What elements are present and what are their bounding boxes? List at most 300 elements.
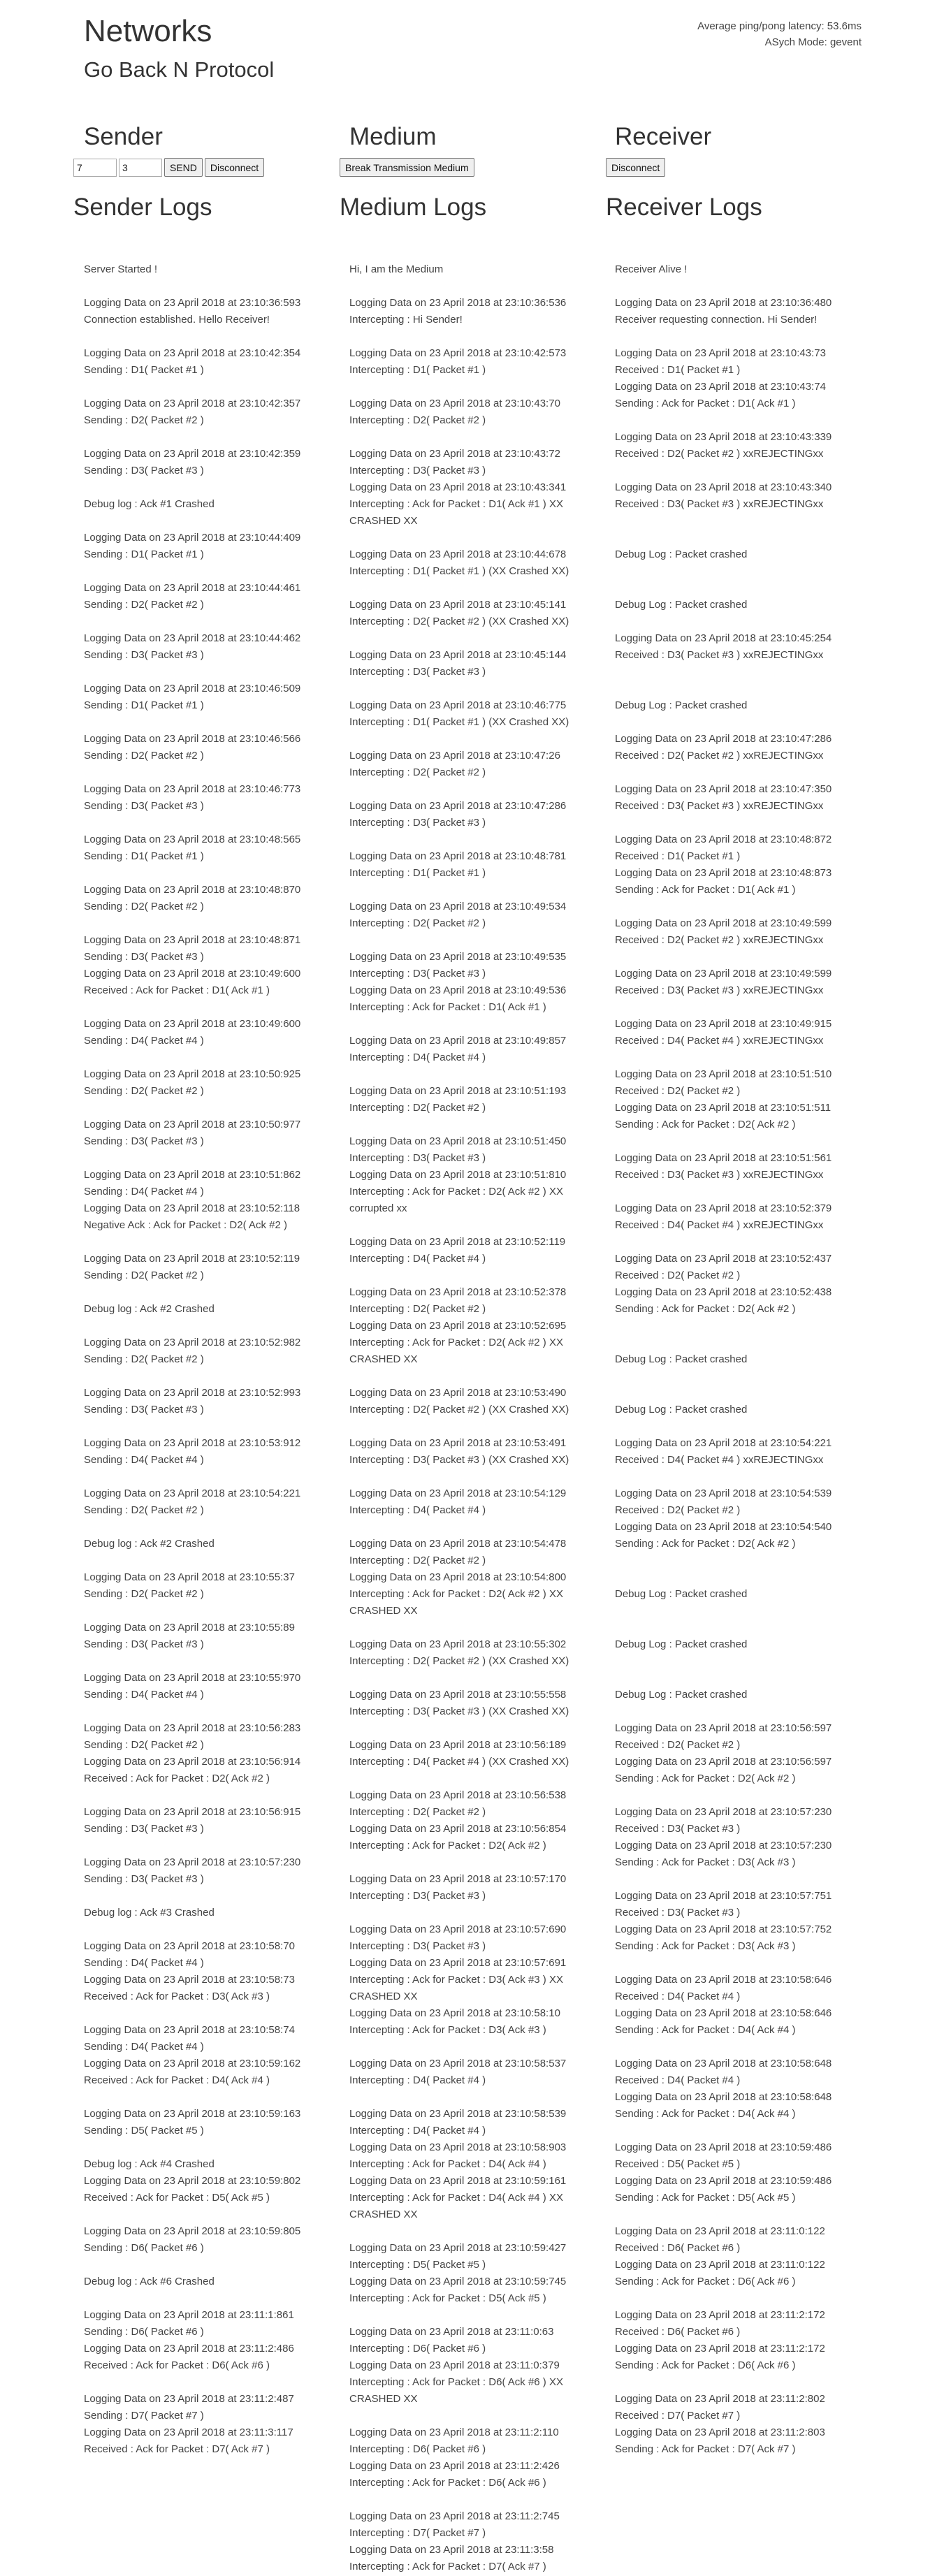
receiver-heading: Receiver: [615, 123, 712, 150]
receiver-log-entry: [615, 630, 852, 664]
log-line: Received : D3( Packet #3 ) xxREJECTINGxx: [615, 498, 824, 510]
log-line: Logging Data on 23 April 2018 at 23:10:52:378: [349, 1286, 567, 1298]
log-line: Logging Data on 23 April 2018 at 23:10:57:170: [349, 1873, 567, 1885]
log-line: Sending : D4( Packet #4 ): [84, 1957, 204, 1969]
medium-log-entry: [349, 798, 587, 831]
log-line: Received : Ack for Packet : D3( Ack #3 ): [84, 1991, 270, 2002]
sender-log-entry: [84, 446, 321, 479]
log-line: Intercepting : D2( Packet #2 ) (XX Crashed XX): [349, 616, 569, 627]
sender-log-entry: [84, 345, 321, 379]
log-line: Sending : D3( Packet #3 ): [84, 1135, 204, 1147]
log-line: Logging Data on 23 April 2018 at 23:10:51:810: [349, 1169, 567, 1181]
log-line: Logging Data on 23 April 2018 at 23:10:49:857: [349, 1035, 567, 1047]
log-line: Intercepting : D3( Packet #3 ): [349, 1890, 486, 1902]
log-line: Logging Data on 23 April 2018 at 23:10:44:461: [84, 582, 301, 594]
sender-log-entry: [84, 1016, 321, 1049]
log-line: Debug Log : Packet crashed: [615, 1353, 748, 1365]
log-line: Logging Data on 23 April 2018 at 23:10:58:73: [84, 1974, 295, 1986]
log-line: Connection established. Hello Receiver!: [84, 314, 270, 326]
log-line: Received : D5( Packet #5 ): [615, 2158, 741, 2170]
log-line: Received : D4( Packet #4 ) xxREJECTINGxx: [615, 1035, 824, 1047]
log-line: Logging Data on 23 April 2018 at 23:10:58:10: [349, 2007, 560, 2019]
log-line: Logging Data on 23 April 2018 at 23:10:47:26: [349, 750, 560, 762]
log-line: Intercepting : D6( Packet #6 ): [349, 2443, 486, 2455]
log-line: Logging Data on 23 April 2018 at 23:10:43:341: [349, 481, 567, 493]
log-line: Received : D2( Packet #2 ): [615, 1504, 741, 1516]
log-line: Sending : Ack for Packet : D1( Ack #1 ): [615, 398, 796, 409]
medium-logs-title: Medium Logs: [340, 194, 487, 221]
medium-log-entry: [349, 1284, 587, 1368]
log-line: Logging Data on 23 April 2018 at 23:10:52:993: [84, 1387, 301, 1399]
log-line: Sending : D2( Packet #2 ): [84, 1739, 204, 1751]
receiver-log-entry: [615, 2055, 852, 2123]
sender-log-entry: [84, 1720, 321, 1787]
medium-log-entry: [349, 2424, 587, 2491]
log-line: Logging Data on 23 April 2018 at 23:10:53:912: [84, 1437, 301, 1449]
log-line: Sending : D3( Packet #3 ): [84, 1638, 204, 1650]
log-line: Logging Data on 23 April 2018 at 23:10:55:970: [84, 1672, 301, 1684]
log-line: Intercepting : D3( Packet #3 ): [349, 1152, 486, 1164]
log-line: Sending : Ack for Packet : D2( Ack #2 ): [615, 1119, 796, 1130]
log-line: Logging Data on 23 April 2018 at 23:10:52:695: [349, 1320, 567, 1332]
log-line: Logging Data on 23 April 2018 at 23:10:46:773: [84, 783, 301, 795]
log-line: Logging Data on 23 April 2018 at 23:10:49:599: [615, 917, 832, 929]
log-line: Logging Data on 23 April 2018 at 23:10:54:221: [84, 1487, 301, 1499]
log-line: Debug Log : Packet crashed: [615, 548, 748, 560]
log-line: Received : D2( Packet #2 ): [615, 1085, 741, 1097]
medium-log-entry: [349, 395, 587, 429]
log-line: Sending : D2( Packet #2 ): [84, 1353, 204, 1365]
medium-log-entry: [349, 1921, 587, 2039]
log-line: Logging Data on 23 April 2018 at 23:10:57:690: [349, 1923, 567, 1935]
log-line: Sending : Ack for Packet : D4( Ack #4 ): [615, 2108, 796, 2120]
log-line: Debug Log : Packet crashed: [615, 699, 748, 711]
receiver-log-entry: [615, 1888, 852, 1955]
log-line: Sending : D2( Packet #2 ): [84, 414, 204, 426]
log-line: Logging Data on 23 April 2018 at 23:10:57:230: [615, 1806, 832, 1818]
log-line: Received : D2( Packet #2 ): [615, 1269, 741, 1281]
sender-log-entry: [84, 295, 321, 328]
log-line: Intercepting : D1( Packet #1 ) (XX Crashed XX): [349, 716, 569, 728]
medium-log-entry: [349, 898, 587, 932]
log-line: Sending : D3( Packet #3 ): [84, 951, 204, 963]
log-line: Logging Data on 23 April 2018 at 23:10:44:678: [349, 548, 567, 560]
medium-log-entry: [349, 748, 587, 781]
log-line: Sending : D4( Packet #4 ): [84, 1454, 204, 1466]
log-line: Intercepting : D3( Packet #3 ): [349, 968, 486, 980]
receiver-log-entry: [615, 2223, 852, 2290]
log-line: Intercepting : D1( Packet #1 ): [349, 867, 486, 879]
medium-log-entry: [349, 1871, 587, 1905]
log-line: Intercepting : D6( Packet #6 ): [349, 2343, 486, 2355]
sender-disconnect-button[interactable]: Disconnect: [205, 158, 264, 177]
log-line: Logging Data on 23 April 2018 at 23:10:57:230: [84, 1856, 301, 1868]
sender-log-entry: [84, 1854, 321, 1888]
log-line: Received : D1( Packet #1 ): [615, 850, 741, 862]
log-line: Received : D1( Packet #1 ): [615, 364, 741, 376]
log-line: Received : D4( Packet #4 ): [615, 2074, 741, 2086]
log-line: Intercepting : Ack for Packet : D2( Ack #2 ): [349, 1840, 546, 1851]
log-line: Debug log : Ack #2 Crashed: [84, 1303, 215, 1315]
medium-log-entry: [349, 1536, 587, 1620]
log-line: Logging Data on 23 April 2018 at 23:10:54:800: [349, 1571, 567, 1583]
log-line: Logging Data on 23 April 2018 at 23:10:58:648: [615, 2058, 832, 2069]
log-line: Logging Data on 23 April 2018 at 23:10:48:781: [349, 850, 567, 862]
medium-log-entry: [349, 2055, 587, 2089]
log-line: Logging Data on 23 April 2018 at 23:10:51:561: [615, 1152, 832, 1164]
log-line: Sending : D4( Packet #4 ): [84, 1035, 204, 1047]
sender-log-entry: [84, 1938, 321, 2005]
log-line: Logging Data on 23 April 2018 at 23:10:49:536: [349, 984, 567, 996]
log-line: Sending : D3( Packet #3 ): [84, 1404, 204, 1416]
sender-log-entry: [84, 496, 321, 513]
log-line: Sending : Ack for Packet : D1( Ack #1 ): [615, 884, 796, 896]
log-line: Logging Data on 23 April 2018 at 23:10:36:480: [615, 297, 832, 309]
receiver-log-entry: [615, 1351, 852, 1368]
sender-log-entry: [84, 580, 321, 613]
log-line: Received : D6( Packet #6 ): [615, 2326, 741, 2338]
medium-log-entry: [349, 1033, 587, 1066]
log-line: Intercepting : Ack for Packet : D1( Ack #1 ): [349, 1001, 546, 1013]
log-line: Sending : D2( Packet #2 ): [84, 901, 204, 912]
log-line: Logging Data on 23 April 2018 at 23:10:49:534: [349, 901, 567, 912]
log-line: Intercepting : Ack for Packet : D2( Ack #2 ) XX corrupted xx: [349, 1186, 563, 1214]
log-line: Logging Data on 23 April 2018 at 23:11:0:63: [349, 2326, 554, 2338]
sender-log-entry: [84, 530, 321, 563]
send-button[interactable]: SEND: [164, 158, 203, 177]
log-line: Logging Data on 23 April 2018 at 23:10:51:510: [615, 1068, 832, 1080]
log-line: Logging Data on 23 April 2018 at 23:11:0:379: [349, 2359, 560, 2371]
log-line: Logging Data on 23 April 2018 at 23:10:57:691: [349, 1957, 567, 1969]
log-line: Logging Data on 23 April 2018 at 23:11:0:122: [615, 2259, 825, 2271]
receiver-log-entry: [615, 261, 852, 278]
log-line: Intercepting : D4( Packet #4 ): [349, 2074, 486, 2086]
medium-log-entry: [349, 1083, 587, 1116]
log-line: Logging Data on 23 April 2018 at 23:10:59:161: [349, 2175, 567, 2187]
log-line: Intercepting : Ack for Packet : D6( Ack #6 ): [349, 2477, 546, 2489]
log-line: Logging Data on 23 April 2018 at 23:10:55:302: [349, 1638, 567, 1650]
log-line: Intercepting : Ack for Packet : D4( Ack #4 ) XX CRASHED XX: [349, 2192, 563, 2220]
medium-log-entry: [349, 2240, 587, 2307]
log-line: Logging Data on 23 April 2018 at 23:10:59:486: [615, 2175, 832, 2187]
receiver-log-entry: [615, 1402, 852, 1418]
log-line: Intercepting : Ack for Packet : D1( Ack #1 ) XX CRASHED XX: [349, 498, 563, 527]
sender-heading: Sender: [84, 123, 163, 150]
medium-log-entry: [349, 546, 587, 580]
receiver-disconnect-button[interactable]: Disconnect: [606, 158, 665, 177]
break-transmission-button[interactable]: Break Transmission Medium: [340, 158, 474, 177]
receiver-log-entry: [615, 2139, 852, 2206]
log-line: Logging Data on 23 April 2018 at 23:10:59:162: [84, 2058, 301, 2069]
receiver-log-entry: [615, 546, 852, 563]
log-line: Debug Log : Packet crashed: [615, 1689, 748, 1701]
log-line: Logging Data on 23 April 2018 at 23:10:54:129: [349, 1487, 567, 1499]
receiver-log-entry: [615, 1435, 852, 1469]
log-line: Logging Data on 23 April 2018 at 23:10:58:648: [615, 2091, 832, 2103]
log-line: Sending : D2( Packet #2 ): [84, 599, 204, 611]
medium-log-entry: [349, 1234, 587, 1267]
log-line: Intercepting : D5( Packet #5 ): [349, 2259, 486, 2271]
log-line: Logging Data on 23 April 2018 at 23:10:52:379: [615, 1202, 832, 1214]
sender-log-entry: [84, 2273, 321, 2290]
log-line: Logging Data on 23 April 2018 at 23:10:49:599: [615, 968, 832, 980]
log-line: Logging Data on 23 April 2018 at 23:10:43:339: [615, 431, 832, 443]
log-line: Logging Data on 23 April 2018 at 23:10:59:745: [349, 2276, 567, 2287]
log-line: Sending : D7( Packet #7 ): [84, 2410, 204, 2422]
log-line: Logging Data on 23 April 2018 at 23:10:45:254: [615, 632, 832, 644]
sender-log-entry: [84, 395, 321, 429]
receiver-log-entry: [615, 1066, 852, 1133]
log-line: Intercepting : Ack for Packet : D3( Ack #3 ) XX CRASHED XX: [349, 1974, 563, 2002]
async-mode-readout: ASych Mode: gevent: [764, 36, 862, 48]
sender-log-entry: [84, 681, 321, 714]
log-line: Intercepting : D3( Packet #3 ): [349, 465, 486, 476]
medium-log-entry: [349, 1435, 587, 1469]
log-line: Intercepting : D4( Packet #4 ): [349, 1253, 486, 1265]
log-line: Sending : D1( Packet #1 ): [84, 548, 204, 560]
app-subtitle: Go Back N Protocol: [84, 57, 275, 82]
log-line: Logging Data on 23 April 2018 at 23:10:57:751: [615, 1890, 832, 1902]
log-line: Received : Ack for Packet : D5( Ack #5 ): [84, 2192, 270, 2204]
log-line: Intercepting : D2( Packet #2 ): [349, 766, 486, 778]
medium-log-entry: [349, 949, 587, 1016]
log-line: Logging Data on 23 April 2018 at 23:10:51:511: [615, 1102, 832, 1114]
log-line: Received : D3( Packet #3 ) xxREJECTINGxx: [615, 649, 824, 661]
log-line: Logging Data on 23 April 2018 at 23:10:59:163: [84, 2108, 301, 2120]
receiver-log-entry: [615, 1687, 852, 1703]
receiver-log-entry: [615, 1804, 852, 1871]
receiver-log-entry: [615, 781, 852, 815]
log-line: Debug Log : Packet crashed: [615, 599, 748, 611]
medium-log-entry: [349, 1687, 587, 1720]
medium-log-entry: [349, 1133, 587, 1217]
receiver-log-entry: [615, 1150, 852, 1184]
log-line: Receiver requesting connection. Hi Sender!: [615, 314, 818, 326]
log-line: Intercepting : Ack for Packet : D6( Ack #6 ) XX CRASHED XX: [349, 2376, 563, 2405]
log-line: Intercepting : D1( Packet #1 ): [349, 364, 486, 376]
log-line: Intercepting : D3( Packet #3 ) (XX Crashed XX): [349, 1454, 569, 1466]
log-line: Logging Data on 23 April 2018 at 23:10:55:37: [84, 1571, 295, 1583]
sender-log-entry: [84, 1385, 321, 1418]
log-line: Intercepting : D2( Packet #2 ): [349, 1102, 486, 1114]
sender-log-entry: [84, 2307, 321, 2374]
log-line: Logging Data on 23 April 2018 at 23:10:48:565: [84, 834, 301, 845]
log-line: Logging Data on 23 April 2018 at 23:10:47:350: [615, 783, 832, 795]
log-line: Received : D3( Packet #3 ) xxREJECTINGxx: [615, 984, 824, 996]
medium-log-entry: [349, 446, 587, 530]
log-line: Logging Data on 23 April 2018 at 23:10:59:805: [84, 2225, 301, 2237]
log-line: Sending : Ack for Packet : D6( Ack #6 ): [615, 2276, 796, 2287]
receiver-log-entry: [615, 1720, 852, 1787]
log-line: Logging Data on 23 April 2018 at 23:10:43:74: [615, 381, 826, 393]
log-line: Logging Data on 23 April 2018 at 23:10:43:73: [615, 347, 826, 359]
log-line: Hi, I am the Medium: [349, 263, 444, 275]
sender-log-entry: [84, 1569, 321, 1603]
log-line: Sending : D3( Packet #3 ): [84, 1873, 204, 1885]
log-line: Server Started !: [84, 263, 158, 275]
log-line: Sending : D3( Packet #3 ): [84, 649, 204, 661]
log-line: Logging Data on 23 April 2018 at 23:10:58:903: [349, 2141, 567, 2153]
log-line: Logging Data on 23 April 2018 at 23:10:56:597: [615, 1722, 832, 1734]
log-line: Debug Log : Packet crashed: [615, 1638, 748, 1650]
log-line: Sending : Ack for Packet : D2( Ack #2 ): [615, 1303, 796, 1315]
receiver-log-entry: [615, 429, 852, 463]
log-line: Sending : D1( Packet #1 ): [84, 364, 204, 376]
sender-log-entry: [84, 2022, 321, 2089]
log-line: Logging Data on 23 April 2018 at 23:10:54:478: [349, 1538, 567, 1550]
log-line: Sending : D2( Packet #2 ): [84, 1504, 204, 1516]
medium-log-entry: [349, 597, 587, 630]
log-line: Logging Data on 23 April 2018 at 23:10:58:646: [615, 1974, 832, 1986]
log-line: Intercepting : D7( Packet #7 ): [349, 2527, 486, 2539]
sender-log-entry: [84, 2106, 321, 2139]
log-line: Debug Log : Packet crashed: [615, 1588, 748, 1600]
log-line: Logging Data on 23 April 2018 at 23:10:59:802: [84, 2175, 301, 2187]
sender-log-entry: [84, 1485, 321, 1519]
log-line: Received : D2( Packet #2 ): [615, 1739, 741, 1751]
sender-log-entry: [84, 1167, 321, 1234]
log-line: Intercepting : D2( Packet #2 ): [349, 1806, 486, 1818]
log-line: Logging Data on 23 April 2018 at 23:10:52:982: [84, 1337, 301, 1348]
log-line: Debug log : Ack #2 Crashed: [84, 1538, 215, 1550]
log-line: Logging Data on 23 April 2018 at 23:11:1:861: [84, 2309, 294, 2321]
medium-log-entry: [349, 1787, 587, 1854]
log-line: Logging Data on 23 April 2018 at 23:11:2:745: [349, 2510, 560, 2522]
log-line: Sending : Ack for Packet : D6( Ack #6 ): [615, 2359, 796, 2371]
log-line: Intercepting : D2( Packet #2 ): [349, 1303, 486, 1315]
receiver-log-entry: [615, 597, 852, 613]
medium-heading: Medium: [349, 123, 437, 150]
log-line: Logging Data on 23 April 2018 at 23:10:45:141: [349, 599, 567, 611]
receiver-log-entry: [615, 1636, 852, 1653]
log-line: Sending : D4( Packet #4 ): [84, 1186, 204, 1198]
log-line: Received : Ack for Packet : D7( Ack #7 ): [84, 2443, 270, 2455]
packet-count-input[interactable]: [119, 159, 162, 177]
sender-log-entry: [84, 1435, 321, 1469]
log-line: Sending : D3( Packet #3 ): [84, 1823, 204, 1835]
sender-log-entry: [84, 1804, 321, 1838]
log-line: Intercepting : D3( Packet #3 ): [349, 666, 486, 678]
log-line: Logging Data on 23 April 2018 at 23:10:51:862: [84, 1169, 301, 1181]
log-line: Sending : D1( Packet #1 ): [84, 699, 204, 711]
log-line: Received : Ack for Packet : D1( Ack #1 ): [84, 984, 270, 996]
log-line: Sending : D6( Packet #6 ): [84, 2242, 204, 2254]
log-line: Sending : Ack for Packet : D2( Ack #2 ): [615, 1538, 796, 1550]
medium-log-entry: [349, 2324, 587, 2408]
receiver-log-entry: [615, 1016, 852, 1049]
sender-log-entry: [84, 1670, 321, 1703]
log-line: Logging Data on 23 April 2018 at 23:11:0:122: [615, 2225, 825, 2237]
log-line: Logging Data on 23 April 2018 at 23:10:54:539: [615, 1487, 832, 1499]
log-line: Logging Data on 23 April 2018 at 23:10:54:221: [615, 1437, 832, 1449]
log-line: Logging Data on 23 April 2018 at 23:10:56:854: [349, 1823, 567, 1835]
log-line: Intercepting : D2( Packet #2 ): [349, 917, 486, 929]
log-line: Logging Data on 23 April 2018 at 23:10:42:357: [84, 398, 301, 409]
log-line: Logging Data on 23 April 2018 at 23:11:2:487: [84, 2393, 294, 2405]
log-line: Logging Data on 23 April 2018 at 23:11:2:802: [615, 2393, 825, 2405]
receiver-log-entry: [615, 1972, 852, 2039]
stats-panel: [697, 18, 862, 50]
log-line: Intercepting : D2( Packet #2 ) (XX Crashed XX): [349, 1404, 569, 1416]
log-line: Received : D4( Packet #4 ) xxREJECTINGxx: [615, 1454, 824, 1466]
log-line: Logging Data on 23 April 2018 at 23:10:51:450: [349, 1135, 567, 1147]
log-line: Intercepting : D1( Packet #1 ) (XX Crashed XX): [349, 565, 569, 577]
log-line: Logging Data on 23 April 2018 at 23:10:57:230: [615, 1840, 832, 1851]
log-line: Logging Data on 23 April 2018 at 23:10:52:119: [84, 1253, 300, 1265]
receiver-log-entry: [615, 2391, 852, 2458]
log-line: Logging Data on 23 April 2018 at 23:10:36:593: [84, 297, 301, 309]
sender-log-entry: [84, 2391, 321, 2458]
app-title: Networks: [84, 14, 212, 48]
window-size-input[interactable]: [73, 159, 117, 177]
medium-log-entry: [349, 697, 587, 731]
log-line: Sending : D2( Packet #2 ): [84, 1269, 204, 1281]
medium-log-entry: [349, 1485, 587, 1519]
log-line: Logging Data on 23 April 2018 at 23:10:46:775: [349, 699, 567, 711]
log-line: Logging Data on 23 April 2018 at 23:10:56:283: [84, 1722, 301, 1734]
sender-log-entry: [84, 1334, 321, 1368]
log-line: Logging Data on 23 April 2018 at 23:10:56:914: [84, 1756, 301, 1768]
log-line: Sending : D2( Packet #2 ): [84, 750, 204, 762]
log-line: Intercepting : Hi Sender!: [349, 314, 463, 326]
log-line: Received : D6( Packet #6 ): [615, 2242, 741, 2254]
sender-log-entry: [84, 882, 321, 915]
receiver-log-entry: [615, 345, 852, 412]
sender-log-entry: [84, 1251, 321, 1284]
log-line: Intercepting : D2( Packet #2 ) (XX Crashed XX): [349, 1655, 569, 1667]
log-line: Intercepting : Ack for Packet : D7( Ack #7 ): [349, 2561, 546, 2573]
log-line: Debug log : Ack #6 Crashed: [84, 2276, 215, 2287]
log-line: Intercepting : D3( Packet #3 ): [349, 1940, 486, 1952]
log-line: Logging Data on 23 April 2018 at 23:11:2:172: [615, 2343, 825, 2355]
log-line: Received : D2( Packet #2 ) xxREJECTINGxx: [615, 750, 824, 762]
log-line: Logging Data on 23 April 2018 at 23:10:53:490: [349, 1387, 567, 1399]
log-line: Logging Data on 23 April 2018 at 23:10:47:286: [349, 800, 567, 812]
log-line: Received : Ack for Packet : D4( Ack #4 ): [84, 2074, 270, 2086]
log-line: Logging Data on 23 April 2018 at 23:10:57:752: [615, 1923, 832, 1935]
log-line: Logging Data on 23 April 2018 at 23:10:50:977: [84, 1119, 301, 1130]
receiver-log-entry: [615, 2307, 852, 2374]
log-line: Logging Data on 23 April 2018 at 23:10:47:286: [615, 733, 832, 745]
log-line: Logging Data on 23 April 2018 at 23:10:56:538: [349, 1789, 567, 1801]
sender-log-entry: [84, 932, 321, 999]
log-line: Received : D3( Packet #3 ) xxREJECTINGxx: [615, 800, 824, 812]
log-line: Logging Data on 23 April 2018 at 23:10:54:540: [615, 1521, 832, 1533]
log-line: Intercepting : D4( Packet #4 ): [349, 1051, 486, 1063]
log-line: Logging Data on 23 April 2018 at 23:10:55:558: [349, 1689, 567, 1701]
log-line: Logging Data on 23 April 2018 at 23:10:59:486: [615, 2141, 832, 2153]
log-line: Logging Data on 23 April 2018 at 23:10:59:427: [349, 2242, 567, 2254]
log-line: Logging Data on 23 April 2018 at 23:10:48:871: [84, 934, 301, 946]
log-line: Intercepting : D4( Packet #4 ) (XX Crashed XX): [349, 1756, 569, 1768]
sender-log-entry: [84, 2223, 321, 2257]
receiver-log-entry: [615, 295, 852, 328]
sender-log-entry: [84, 1620, 321, 1653]
log-line: Logging Data on 23 April 2018 at 23:10:49:915: [615, 1018, 832, 1030]
sender-log-entry: [84, 831, 321, 865]
log-line: Intercepting : D2( Packet #2 ): [349, 414, 486, 426]
sender-log-entry: [84, 261, 321, 278]
medium-log-entry: [349, 2508, 587, 2575]
sender-log-entry: [84, 781, 321, 815]
log-line: Logging Data on 23 April 2018 at 23:11:3:58: [349, 2544, 554, 2556]
medium-log-entry: [349, 1737, 587, 1770]
receiver-log-entry: [615, 697, 852, 714]
log-line: Logging Data on 23 April 2018 at 23:10:46:566: [84, 733, 301, 745]
medium-log-entry: [349, 295, 587, 328]
log-line: Sending : D2( Packet #2 ): [84, 1085, 204, 1097]
log-line: Logging Data on 23 April 2018 at 23:10:43:72: [349, 448, 560, 460]
